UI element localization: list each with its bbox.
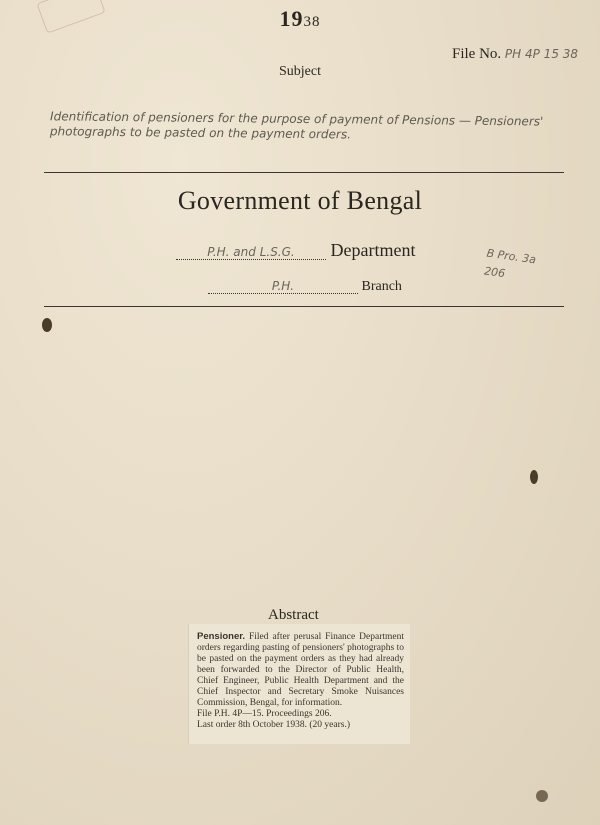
file-number-value: PH 4P 15 38 [504,47,579,61]
subject-label: Subject [279,64,321,79]
branch-filled: P.H. [208,279,358,294]
abstract-title: Abstract [268,607,319,623]
abstract-file-line: File P.H. 4P—15. Proceedings 206. [197,709,332,719]
ink-stain [536,790,548,802]
margin-note-line-1: B Pro. 3a [485,246,537,267]
branch-line [208,279,402,295]
year-suffix: 38 [303,14,321,30]
margin-note-line-2: 206 [483,264,506,281]
branch-label: Branch [361,279,402,294]
year-prefix: 19 [279,6,304,31]
divider-top [44,172,564,173]
year-heading [0,6,600,32]
abstract-last-order: Last order 8th October 1938. (20 years.) [197,720,351,730]
divider-bottom [44,306,564,307]
margin-note [483,245,567,292]
department-filled: P.H. and L.S.G. [176,245,326,260]
abstract-lead: Pensioner. [197,631,246,642]
page-title: Government of Bengal [177,186,423,215]
abstract-clipping [188,624,410,744]
ink-stain [530,470,538,484]
abstract-text: Filed after perusal Finance Department orders regarding pasting of pensioners' photographs to be pasted on the payment orders as they had already been forwarded to the Director of Public Health, Chief Engineer, Public Health Department and the Chief Inspector and Secretary Smoke Nuisances Commission, Bengal, for information. [197,632,405,708]
ink-stain [42,318,52,332]
department-line [176,240,415,261]
department-label: Department [330,240,416,260]
file-number-label: File No. [452,46,502,62]
subject-handwritten: Identification of pensioners for the purpose of payment of Pensions — Pensioners' photographs to be pasted on the payment orders. [49,109,544,142]
file-number [452,46,578,63]
